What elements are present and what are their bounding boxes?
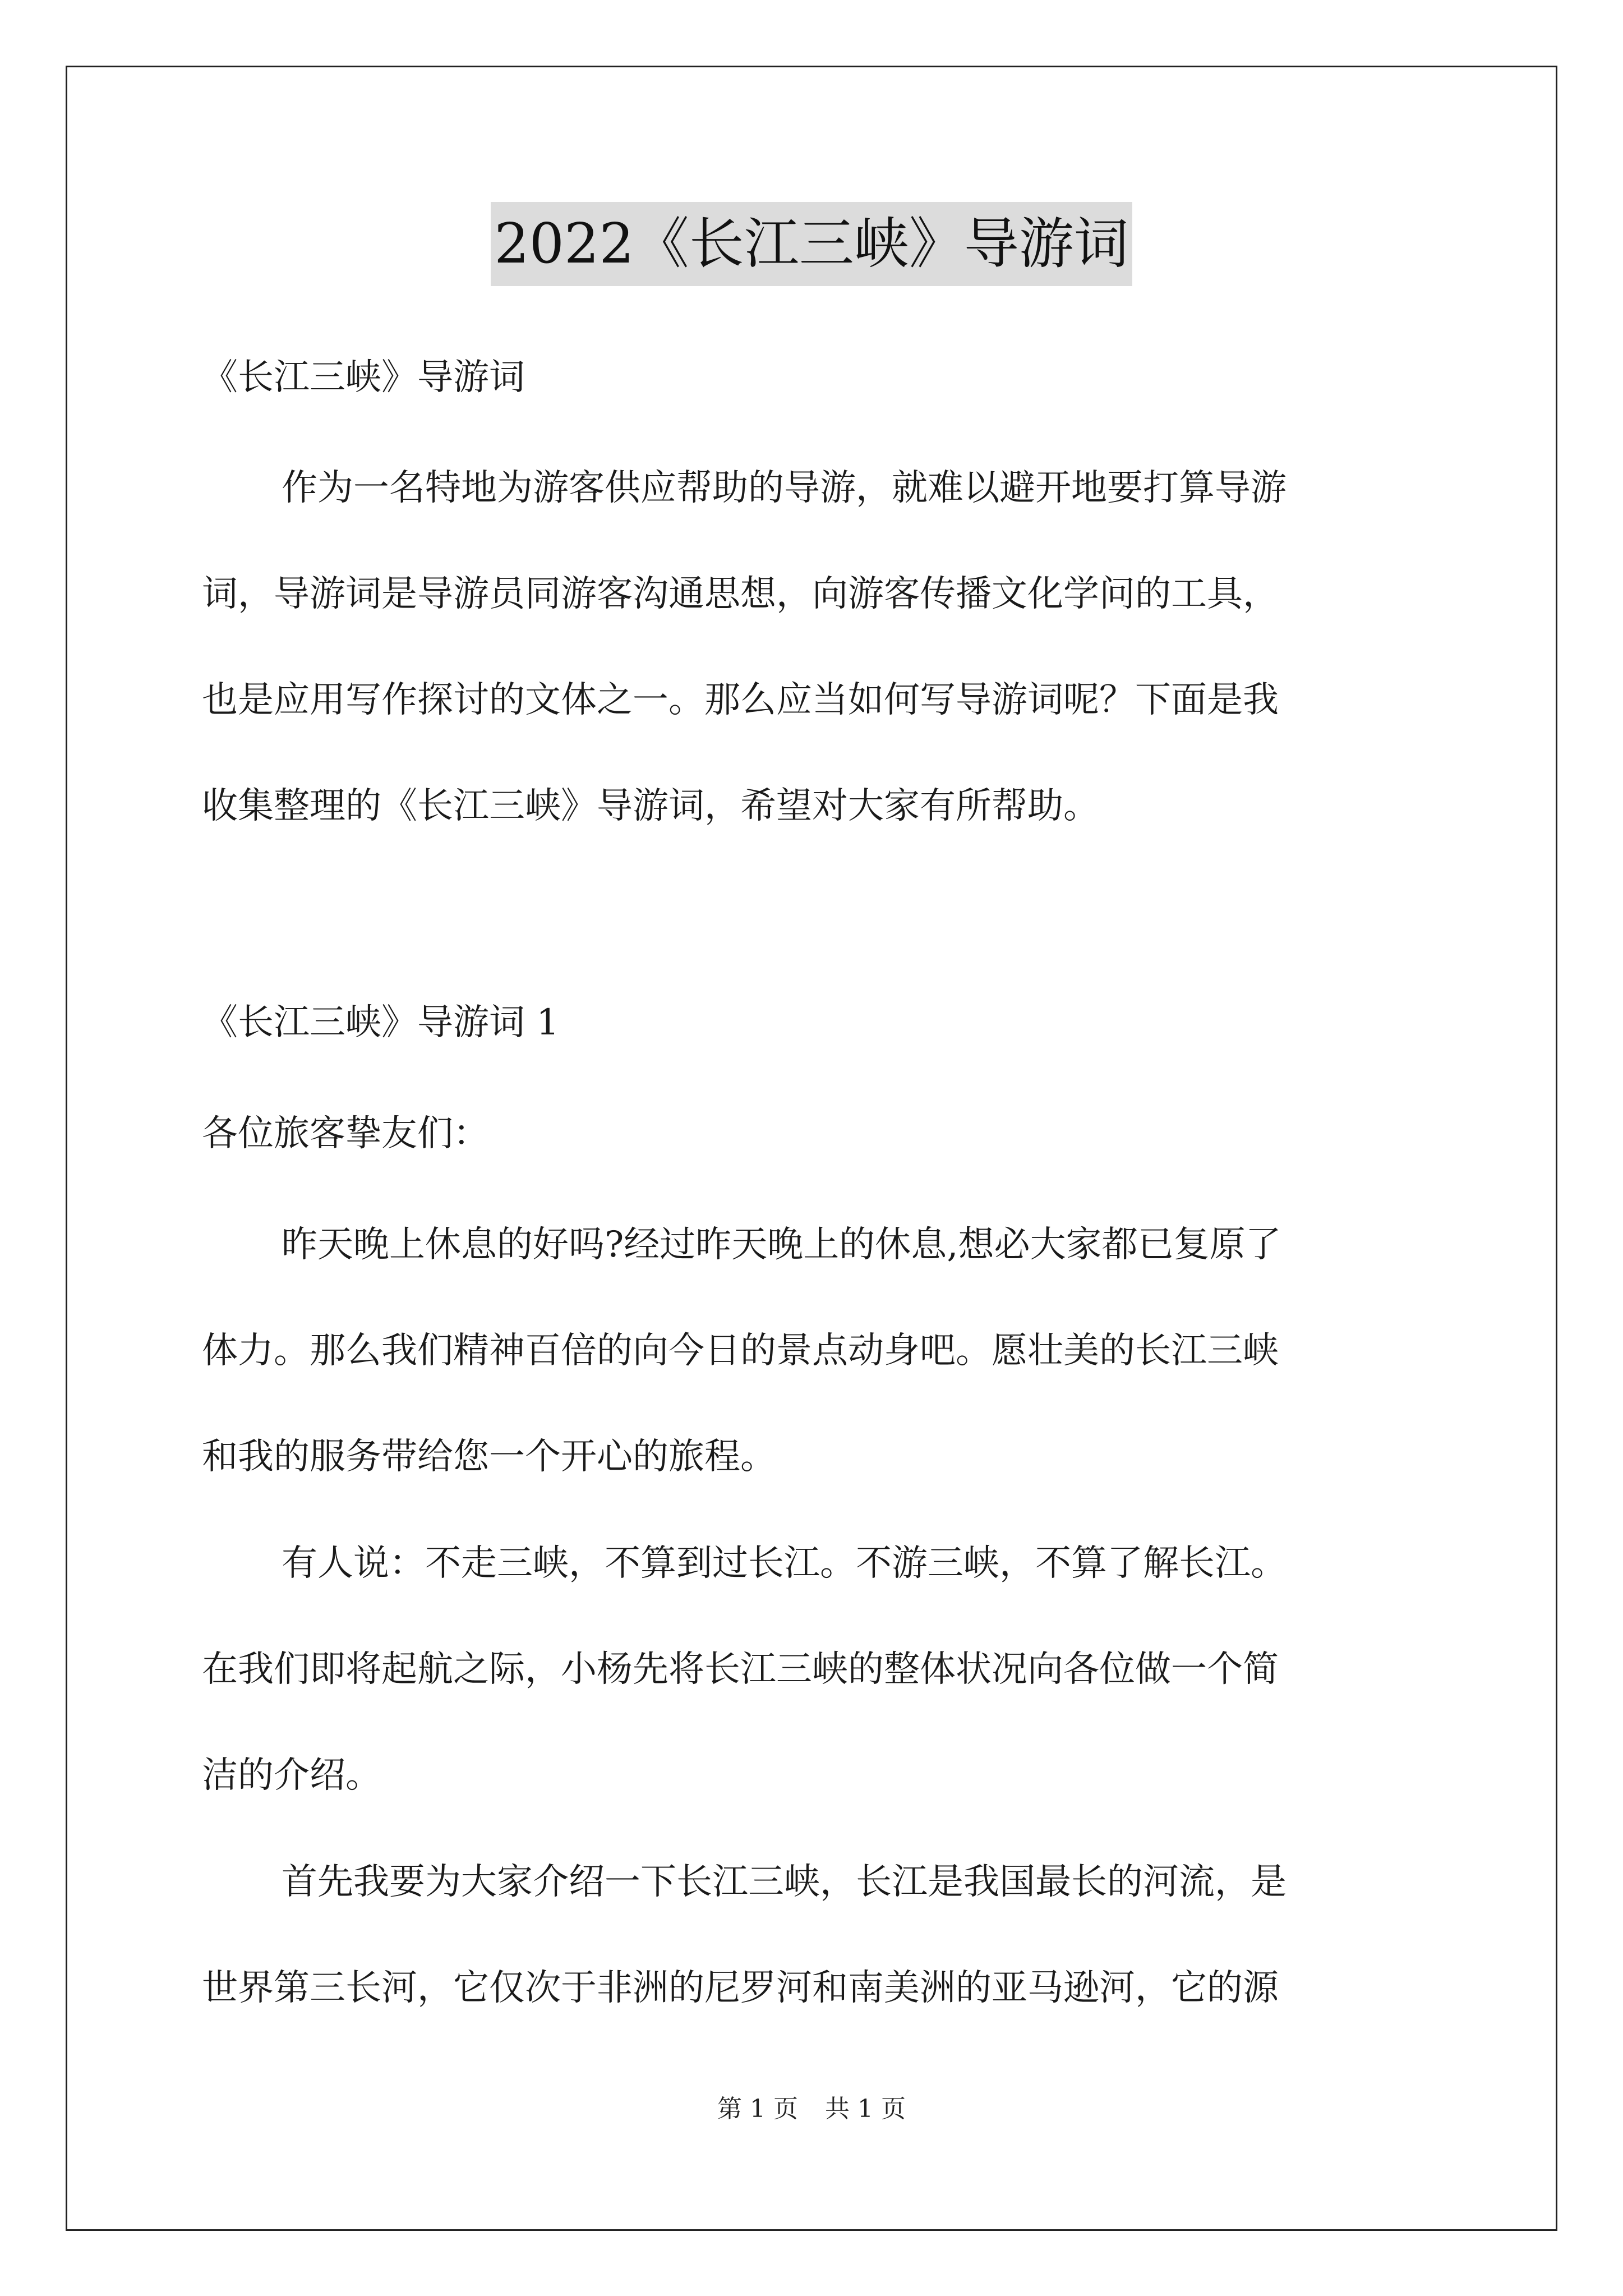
- greeting-line: 各位旅客挚友们：: [202, 1113, 489, 1154]
- paragraph3-line-2: 世界第三长河，它仅次于非洲的尼罗河和南美洲的亚马逊河，它的源: [202, 1967, 1279, 2009]
- intro-heading: 《长江三峡》导游词: [202, 357, 525, 398]
- intro-line-4: 收集整理的《长江三峡》导游词，希望对大家有所帮助。: [202, 785, 1099, 827]
- paragraph1-line-1: 昨天晚上休息的好吗?经过昨天晚上的休息,想必大家都已复原了: [282, 1224, 1281, 1266]
- paragraph2-line-1: 有人说：不走三峡，不算到过长江。不游三峡，不算了解长江。: [282, 1543, 1287, 1584]
- paragraph2-line-3: 洁的介绍。: [202, 1755, 381, 1796]
- page-number: 第 1 页: [717, 2095, 798, 2123]
- paragraph2-line-2: 在我们即将起航之际，小杨先将长江三峡的整体状况向各位做一个简: [202, 1649, 1279, 1690]
- intro-line-3: 也是应用写作探讨的文体之一。那么应当如何写导游词呢？下面是我: [202, 679, 1279, 721]
- paragraph1-line-3: 和我的服务带给您一个开心的旅程。: [202, 1436, 776, 1478]
- paragraph3-line-1: 首先我要为大家介绍一下长江三峡，长江是我国最长的河流，是: [282, 1861, 1287, 1903]
- page-total: 共 1 页: [825, 2095, 906, 2123]
- section-heading: 《长江三峡》导游词 1: [202, 1002, 560, 1043]
- title-container: [0, 202, 1623, 286]
- intro-line-1: 作为一名特地为游客供应帮助的导游，就难以避开地要打算导游: [282, 467, 1287, 509]
- document-title: 2022《长江三峡》导游词: [491, 202, 1132, 286]
- intro-line-2: 词，导游词是导游员同游客沟通思想，向游客传播文化学问的工具，: [202, 573, 1279, 615]
- paragraph1-line-2: 体力。那么我们精神百倍的向今日的景点动身吧。愿壮美的长江三峡: [202, 1330, 1279, 1372]
- page-footer: [0, 2092, 1623, 2126]
